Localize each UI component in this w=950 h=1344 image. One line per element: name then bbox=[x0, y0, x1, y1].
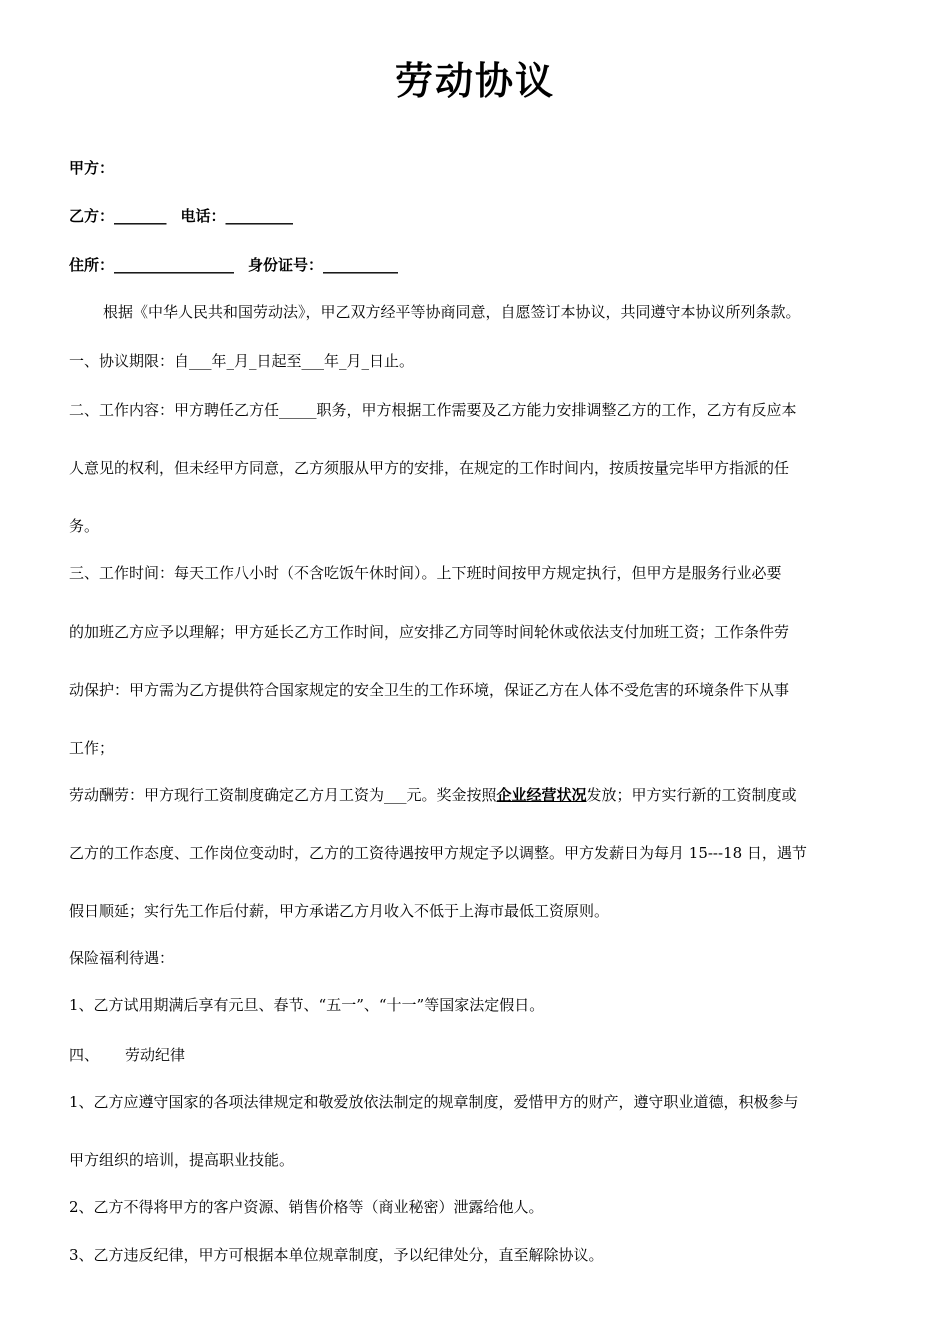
party-a-label: 甲方： bbox=[69, 159, 115, 177]
pay-line-3: 假日顺延；实行先工作后付薪，甲方承诺乙方月收入不低于上海市最低工资原则。 bbox=[69, 902, 610, 920]
address-line bbox=[69, 255, 398, 275]
discipline-number: 四、 bbox=[69, 1046, 100, 1064]
discipline-item-1-line-1: 1、乙方应遵守国家的各项法律规定和敬爱放依法制定的规章制度，爱惜甲方的财产，遵守职业道德，积极参与 bbox=[69, 1093, 799, 1111]
pay-line-2: 乙方的工作态度、工作岗位变动时，乙方的工资待遇按甲方规定予以调整。甲方发薪日为每月 15---18 日，遇节 bbox=[69, 844, 807, 862]
work-content-line-1: 二、工作内容：甲方聘任乙方任_____职务，甲方根据工作需要及乙方能力安排调整乙方的工作，乙方有反应本 bbox=[69, 401, 797, 419]
discipline-item-1-line-2: 甲方组织的培训，提高职业技能。 bbox=[69, 1151, 295, 1169]
insurance-item-1: 1、乙方试用期满后享有元旦、春节、“五一”、“十一”等国家法定假日。 bbox=[69, 996, 545, 1014]
discipline-item-2: 2、乙方不得将甲方的客户资源、销售价格等（商业秘密）泄露给他人。 bbox=[69, 1198, 544, 1216]
party-b-label: 乙方：_______ bbox=[69, 207, 167, 225]
work-content-line-2: 人意见的权利，但未经甲方同意，乙方须服从甲方的安排，在规定的工作时间内，按质按量完毕甲方指派的任 bbox=[69, 459, 790, 477]
pay-line-1-start: 劳动酬劳：甲方现行工资制度确定乙方月工资为___元。奖金按照 bbox=[69, 786, 497, 804]
work-time-line-4: 工作； bbox=[69, 739, 115, 757]
id-number-label: 身份证号：__________ bbox=[248, 256, 399, 274]
pay-line-1-end: 发放；甲方实行新的工资制度或 bbox=[586, 786, 797, 804]
document-title: 劳动协议 bbox=[394, 59, 555, 103]
intro-paragraph: 根据《中华人民共和国劳动法》，甲乙双方经平等协商同意，自愿签订本协议，共同遵守本协议所列条款。 bbox=[103, 303, 801, 321]
term-clause: 一、协议期限：自___年_月_日起至___年_月_日止。 bbox=[69, 352, 415, 370]
discipline-item-3: 3、乙方违反纪律，甲方可根据本单位规章制度，予以纪律处分，直至解除协议。 bbox=[69, 1246, 604, 1264]
discipline-heading bbox=[69, 1045, 185, 1065]
pay-line-1 bbox=[69, 785, 797, 805]
party-b-phone: 电话：_________ bbox=[180, 207, 294, 225]
discipline-title: 劳动纪律 bbox=[125, 1046, 186, 1064]
pay-emphasis: 企业经营状况 bbox=[496, 786, 587, 804]
work-time-line-1: 三、工作时间：每天工作八小时（不含吃饭午休时间）。上下班时间按甲方规定执行，但甲方是服务行业必要 bbox=[69, 564, 782, 582]
work-time-line-3: 动保护：甲方需为乙方提供符合国家规定的安全卫生的工作环境，保证乙方在人体不受危害的环境条件下从事 bbox=[69, 681, 790, 699]
insurance-heading: 保险福利待遇： bbox=[69, 949, 175, 967]
party-b-line bbox=[69, 206, 293, 226]
work-time-line-2: 的加班乙方应予以理解；甲方延长乙方工作时间，应安排乙方同等时间轮休或依法支付加班工资；工作条件劳 bbox=[69, 623, 790, 641]
address-label: 住所：________________ bbox=[69, 256, 235, 274]
work-content-line-3: 务。 bbox=[69, 517, 100, 535]
party-a-line bbox=[69, 158, 114, 178]
